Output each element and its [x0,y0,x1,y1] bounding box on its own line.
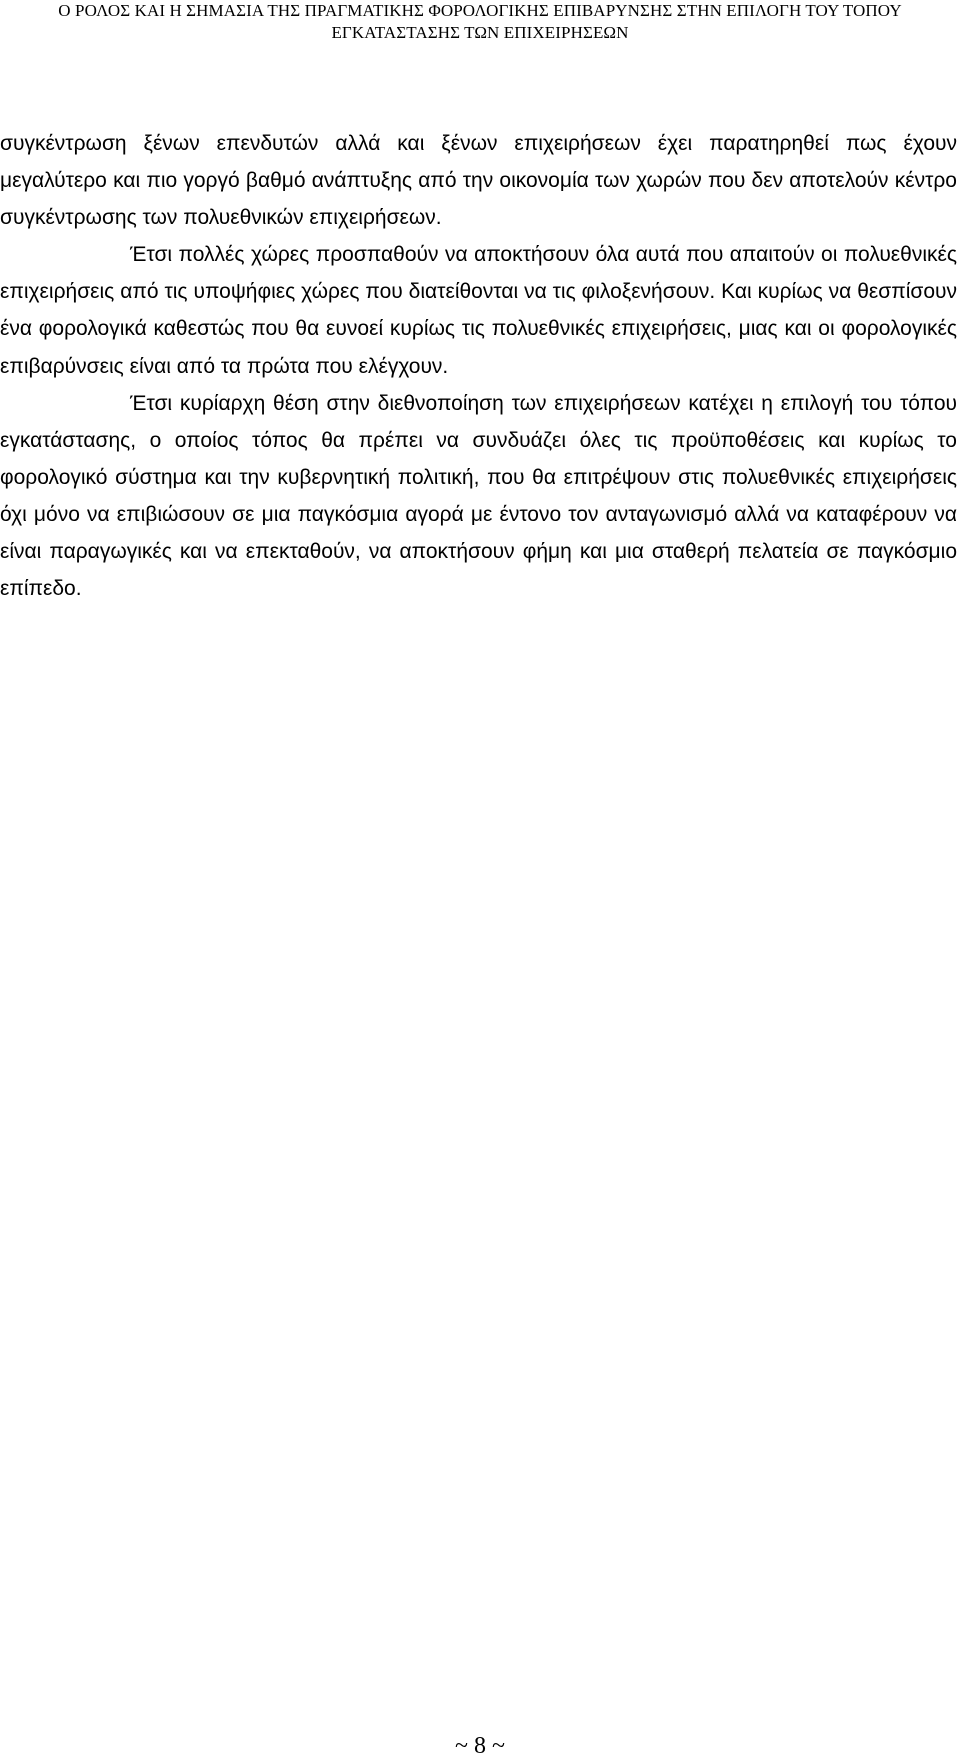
header-line-1: Ο ΡΟΛΟΣ ΚΑΙ Η ΣΗΜΑΣΙΑ ΤΗΣ ΠΡΑΓΜΑΤΙΚΗΣ ΦΟΡΟΛΟΓΙΚΗΣ ΕΠΙΒΑΡΥΝΣΗΣ ΣΤΗΝ ΕΠΙΛΟΓΗ ΤΟΥ ΤΟΠΟΥ [58,1,902,20]
page-number: ~ 8 ~ [455,1733,505,1759]
paragraph-3: Έτσι κυρίαρχη θέση στην διεθνοποίηση των επιχειρήσεων κατέχει η επιλογή του τόπου εγκατάστασης, ο οποίος τόπος θα πρέπει να συνδυάζει όλες τις προϋποθέσεις και κυρίως το φορολογικό σύστημα και την κυβερνητική πολιτική, που θα επιτρέψουν στις πολυεθνικές επιχειρήσεις όχι μόνο να επιβιώσουν σε μια παγκόσμια αγορά με έντονο τον ανταγωνισμό αλλά να καταφέρουν να είναι παραγωγικές και να επεκταθούν, να αποκτήσουν φήμη και μια σταθερή πελατεία σε παγκόσμιο επίπεδο. [0,391,957,601]
paragraph-1: συγκέντρωση ξένων επενδυτών αλλά και ξένων επιχειρήσεων έχει παρατηρηθεί πως έχουν μεγαλύτερο και πιο γοργό βαθμό ανάπτυξης από την οικονομία των χωρών που δεν αποτελούν κέντρο συγκέντρωσης των πολυεθνικών επιχειρήσεων. [0,132,957,230]
header-line-2: ΕΓΚΑΤΑΣΤΑΣΗΣ ΤΩΝ ΕΠΙΧΕΙΡΗΣΕΩΝ [331,23,629,42]
running-header [0,0,960,44]
paragraph-2: Έτσι πολλές χώρες προσπαθούν να αποκτήσουν όλα αυτά που απαιτούν οι πολυεθνικές επιχειρήσεις από τις υποψήφιες χώρες που διατείθονται να τις φιλοξενήσουν. Και κυρίως να θεσπίσουν ένα φορολογικά καθεστώς που θα ευνοεί κυρίως τις πολυεθνικές επιχειρήσεις, μιας και οι φορολογικές επιβαρύνσεις είναι από τα πρώτα που ελέγχουν. [0,243,957,378]
document-body [0,125,957,607]
